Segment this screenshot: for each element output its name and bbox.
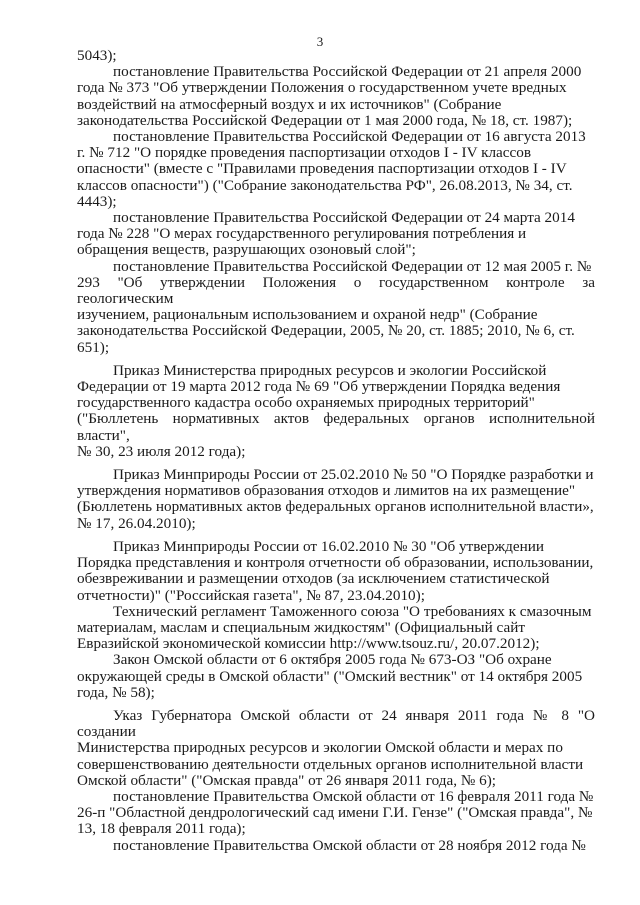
paragraph-11: Указ Губернатора Омской области от 24 января 2011 года № 8 "О создании Министерства природных ресурсов и экологии Омской области и мерах по совершенствованию деятельности отдельных органов исполнительной власти Омской области" ("Омская правда" от 26 января 2011 года, № 6); — [77, 706, 595, 789]
paragraph-3: постановление Правительства Российской Федерации от 16 августа 2013 г. № 712 "О порядке проведения паспортизации отходов I - IV классов опасности" (вместе с "Правилами проведения паспортизации отходов I - IV классов опасности") ("Собрание законодательства РФ", 26.08.2013, № 34, ст. 4443); — [77, 128, 586, 210]
page-number: 3 — [316, 34, 324, 49]
paragraph-8: Приказ Минприроды России от 16.02.2010 № 30 "Об утверждении Порядка представления и контроля отчетности об образовании, использовании, обезвреживании и размещении отходов (за исключением статистической отчетности)" ("Российская газета", № 87, 23.04.2010); — [77, 537, 594, 604]
paragraph-1: 5043); — [77, 47, 117, 64]
paragraph-4: постановление Правительства Российской Федерации от 24 марта 2014 года № 228 "О мерах государственного регулирования потребления и обращения веществ, разрушающих озоновый слой"; — [77, 209, 575, 259]
paragraph-9: Технический регламент Таможенного союза "О требованиях к смазочным материалам, маслам и специальным жидкостям" (Официальный сайт Евразийской экономической комиссии http://www.tsouz.ru/, 20.07.2012); — [77, 602, 592, 653]
paragraph-5: постановление Правительства Российской Федерации от 12 мая 2005 г. № 293 "Об утверждении Положения о государственном контроле за геологическим изучением, рациональным использованием и охраной недр" (Собрание законодательства Российской Федерации, 2005, № 20, ст. 1885; 2010, № 6, ст. 651); — [77, 257, 595, 356]
paragraph-12: постановление Правительства Омской области от 16 февраля 2011 года № 26-п "Областной дендрологический сад имени Г.И. Гензе" ("Омская правда", № 13, 18 февраля 2011 года); — [77, 787, 594, 838]
paragraph-6: Приказ Министерства природных ресурсов и экологии Российской Федерации от 19 марта 2012 года № 69 "Об утверждении Порядка ведения государственного кадастра особо охраняемых природных территорий" ("Бюллетень нормативных актов федеральных органов исполнительной власти", № 30, 23 июля 2012 года); — [77, 361, 595, 460]
paragraph-2: постановление Правительства Российской Федерации от 21 апреля 2000 года № 373 "Об утверждении Положения о государственном учете вредных воздействий на атмосферный воздух и их источников" (Собрание законодательства Российской Федерации от 1 мая 2000 года, № 18, ст. 1987); — [77, 63, 582, 129]
paragraph-10: Закон Омской области от 6 октября 2005 года № 673-ОЗ "Об охране окружающей среды в Омской области" ("Омский вестник" от 14 октября 2005 года, № 58); — [77, 651, 583, 701]
paragraph-7: Приказ Минприроды России от 25.02.2010 № 50 "О Порядке разработки и утверждения нормативов образования отходов и лимитов на их размещение" (Бюллетень нормативных актов федеральных органов исполнительной власти», № 17, 26.04.2010); — [77, 466, 594, 532]
document-body — [77, 48, 595, 854]
paragraph-13: постановление Правительства Омской области от 28 ноября 2012 года № — [113, 836, 586, 854]
